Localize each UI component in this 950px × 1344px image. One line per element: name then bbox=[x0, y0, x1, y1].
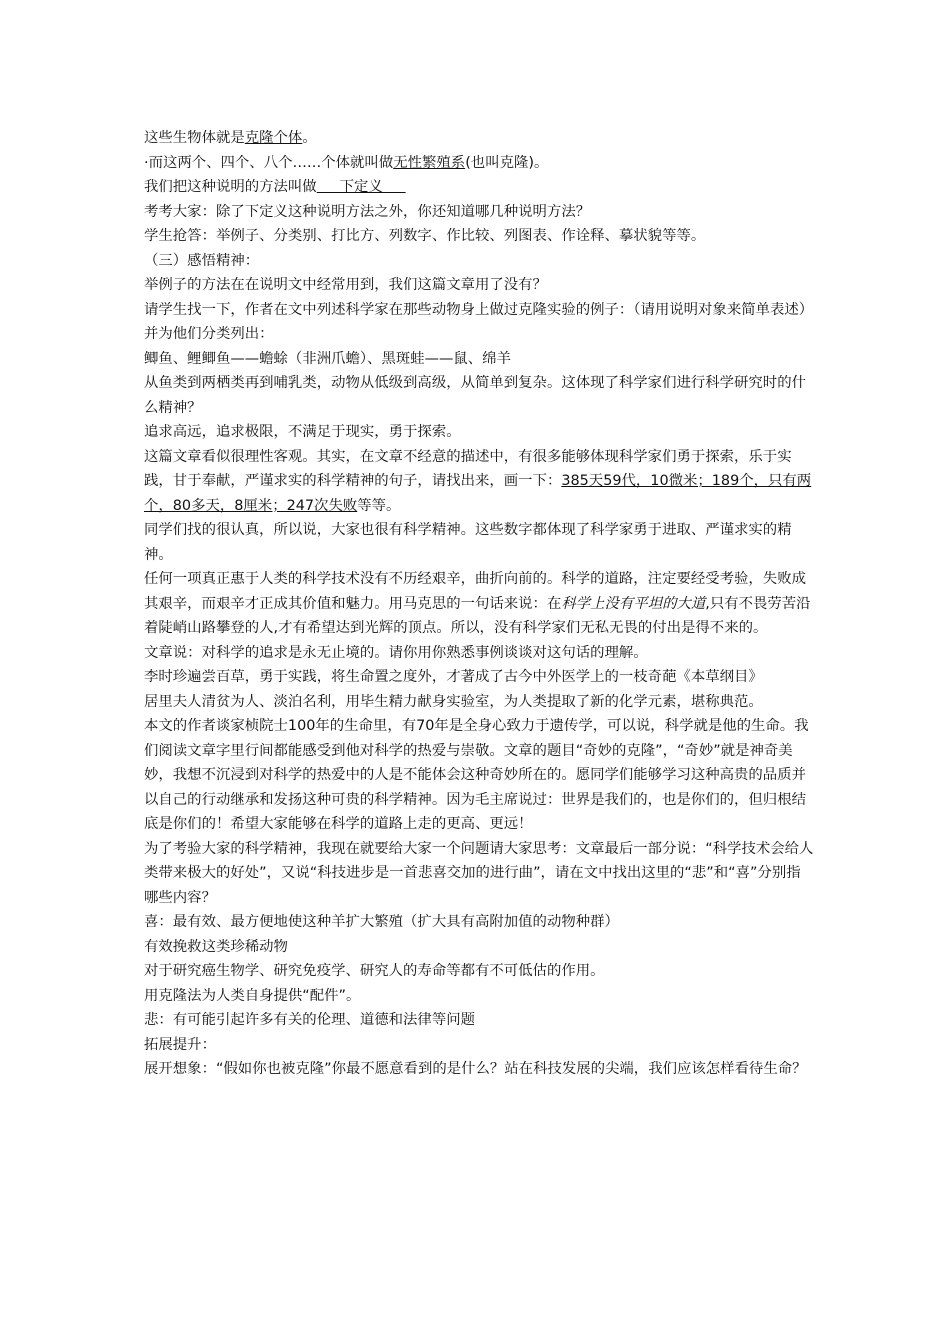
text-line-asexual-system bbox=[144, 151, 814, 176]
text-line: 学生抢答：举例子、分类别、打比方、列数字、作比较、列图表、作诠释、摹状貌等等。 bbox=[144, 228, 706, 244]
text-segment: 等等。 bbox=[357, 497, 401, 514]
italic-quote: 科学上没有平坦的大道 bbox=[561, 595, 706, 612]
paragraph: 李时珍遍尝百草，勇于实践，将生命置之度外，才著成了古今中外医学上的一枝奇葩《本草纲目》 bbox=[144, 669, 763, 685]
text-line: 追求高远，追求极限，不满足于现实，勇于探索。 bbox=[144, 424, 461, 440]
underlined-numbers: 385天59代，10微米；189个，只有两个，80多天，8厘米；247次失败 bbox=[144, 473, 812, 514]
text-line-clone-individual bbox=[144, 126, 814, 151]
text-line: 举例子的方法在在说明文中经常用到，我们这篇文章用了没有？ bbox=[144, 277, 547, 293]
text-line: 用克隆法为人类自身提供“配件”。 bbox=[144, 987, 361, 1004]
paragraph: 请学生找一下，作者在文中列述科学家在那些动物身上做过克隆实验的例子：（请用说明对象来简单表述）并为他们分类列出： bbox=[144, 301, 814, 342]
text-segment: ·而这两个、四个、八个……个体就叫做 bbox=[144, 154, 394, 171]
text-line: 考考大家：除了下定义这种说明方法之外，你还知道哪几种说明方法？ bbox=[144, 203, 591, 220]
text-segment: ,只有不畏劳苦沿着陡峭山路攀登的人,才有希望达到光辉的顶点。所以，没有科学家们无私无畏的付出是得不来的。 bbox=[144, 595, 811, 636]
document-body bbox=[144, 126, 814, 1082]
section-heading: 拓展提升： bbox=[144, 1036, 216, 1053]
text-segment: 。 bbox=[302, 130, 317, 146]
text-line: 有效挽救这类珍稀动物 bbox=[144, 938, 288, 955]
underlined-term: 无性繁殖系 bbox=[393, 154, 466, 171]
underlined-term: 克隆个体 bbox=[244, 130, 303, 146]
paragraph-marx-quote bbox=[144, 567, 814, 641]
text-line: 悲：有可能引起许多有关的伦理、道德和法律等问题 bbox=[144, 1012, 475, 1028]
text-segment: 我们把这种说明的方法叫做 bbox=[144, 179, 317, 195]
paragraph: 从鱼类到两栖类再到哺乳类，动物从低级到高级，从简单到复杂。这体现了科学家们进行科学研究时的什么精神？ bbox=[144, 375, 806, 416]
text-segment: (也叫克隆)。 bbox=[465, 154, 549, 171]
text-line: 文章说：对科学的追求是永无止境的。请你用你熟悉事例谈谈对这句话的理解。 bbox=[144, 644, 648, 661]
text-line: 对于研究癌生物学、研究免疫学、研究人的寿命等都有不可低估的作用。 bbox=[144, 963, 605, 979]
text-segment: 任何一项真正惠于人类的科学技术没有不历经艰辛，曲折向前的。科学的道路，注定要经受考验，失败成其艰辛，而艰辛才正成其价值和魅力。用马克思的一句话来说：在 bbox=[144, 571, 806, 612]
text-line: 喜：最有效、最方便地使这种羊扩大繁殖（扩大具有高附加值的动物种群） bbox=[144, 914, 619, 930]
text-line-definition bbox=[144, 175, 814, 200]
paragraph: 同学们找的很认真，所以说，大家也很有科学精神。这些数字都体现了科学家勇于进取、严谨求实的精神。 bbox=[144, 522, 792, 563]
paragraph: 本文的作者谈家桢院士100年的生命里，有70年是全身心致力于遗传学，可以说，科学就是他的生命。我们阅读文章字里行间都能感受到他对科学的热爱与崇敬。文章的题目“奇妙的克隆”，“奇妙”就是神奇美妙，我想不沉浸到对科学的热爱中的人是不能体会这种奇妙所在的。愿同学们能够学习这种高贵的品质并以自己的行动继承和发扬这种可贵的科学精神。因为毛主席说过：世界是我们的，也是你们的，但归根结底是你们的！希望大家能够在科学的道路上走的更高、更远！ bbox=[144, 718, 809, 832]
text-line-animal-list: 鲫鱼、鲤鲫鱼——蟾蜍（非洲爪蟾）、黑斑蛙——鼠、绵羊 bbox=[144, 350, 511, 367]
text-segment: 这些生物体就是 bbox=[144, 130, 245, 146]
paragraph-numbers bbox=[144, 445, 814, 519]
paragraph: 展开想象：“假如你也被克隆”你最不愿意看到的是什么？站在科技发展的尖端，我们应该怎样看待生命？ bbox=[144, 1061, 807, 1077]
section-heading: （三）感悟精神： bbox=[144, 252, 260, 269]
paragraph: 为了考验大家的科学精神，我现在就要给大家一个问题请大家思考：文章最后一部分说：“科学技术会给人类带来极大的好处”，又说“科技进步是一首悲喜交加的进行曲”，请在文中找出这里的“悲”和“喜”分别指哪些内容？ bbox=[144, 840, 814, 906]
fill-blank-answer: 下定义 bbox=[316, 179, 406, 195]
text-segment: 这篇文章看似很理性客观。其实，在文章不经意的描述中，有很多能够体现科学家们勇于探索，乐于实践，甘于奉献，严谨求实的科学精神的句子，请找出来，画一下： bbox=[144, 448, 792, 489]
paragraph: 居里夫人清贫为人、淡泊名利，用毕生精力献身实验室，为人类提取了新的化学元素，堪称典范。 bbox=[144, 693, 763, 710]
